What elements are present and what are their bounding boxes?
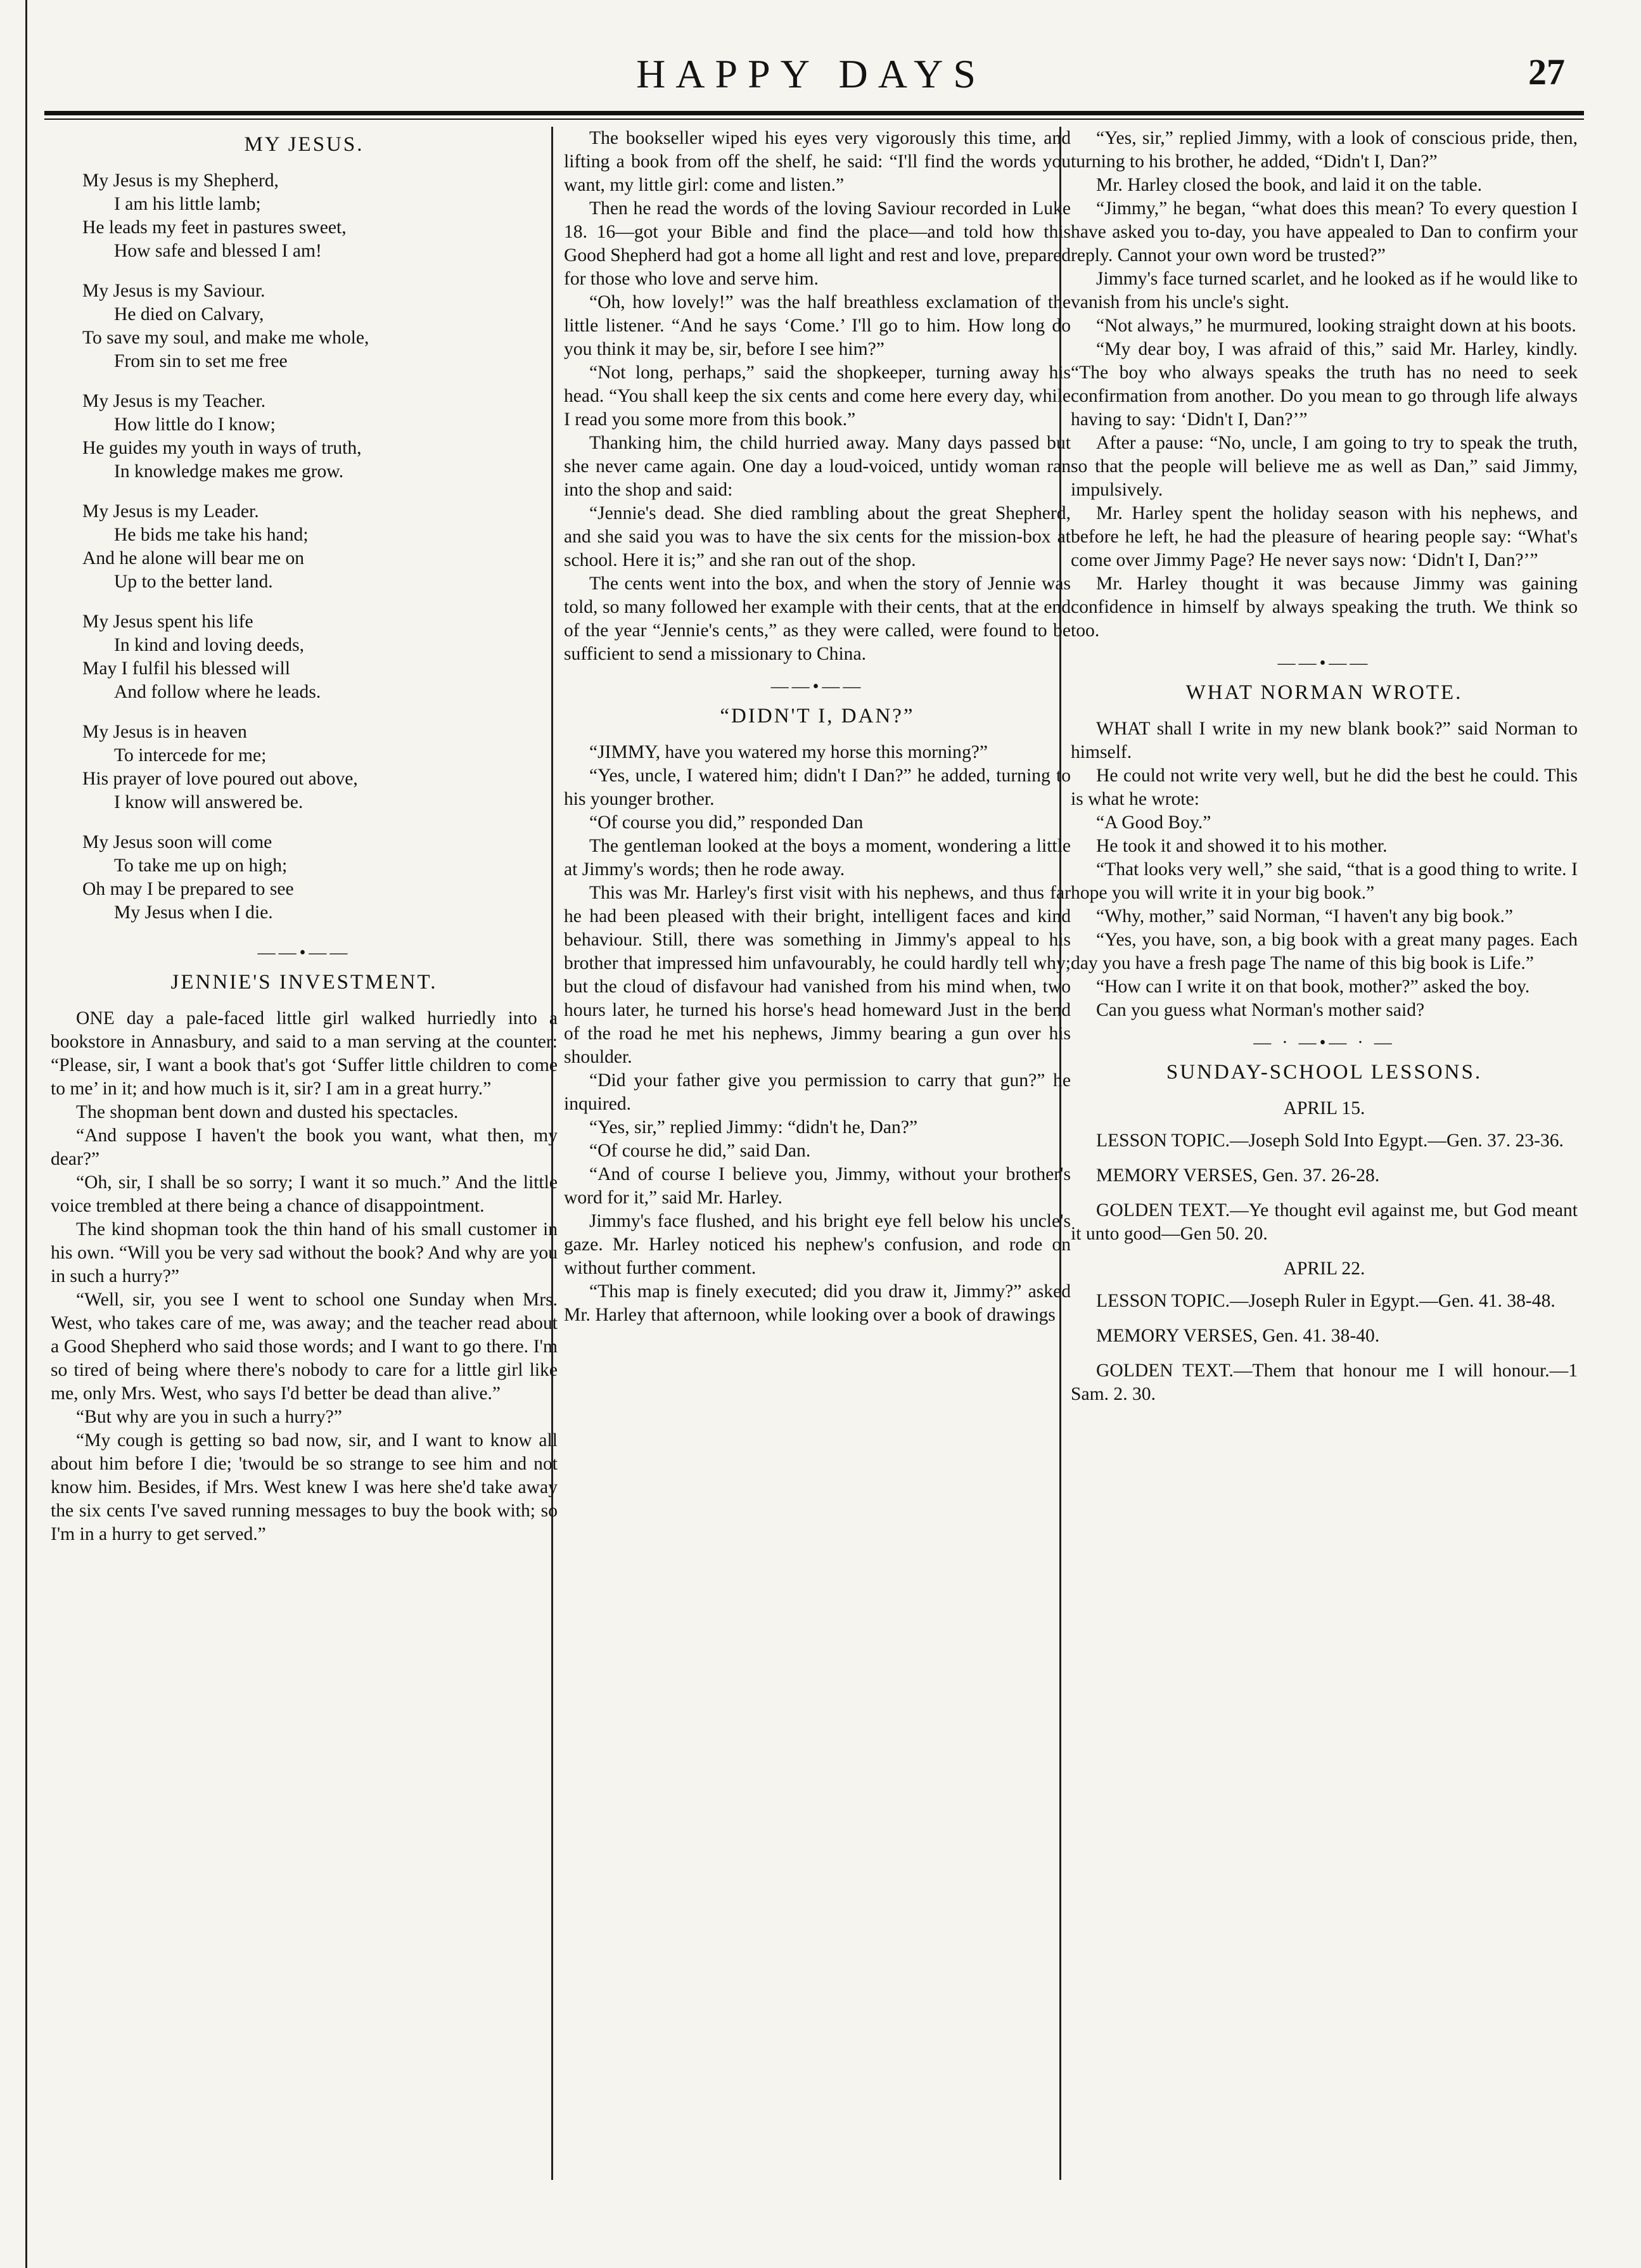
lesson-label: LESSON TOPIC. — [1096, 1291, 1230, 1311]
paragraph: Mr. Harley closed the book, and laid it on the table. — [1096, 175, 1482, 195]
lesson-text: —Joseph Ruler in Egypt.—Gen. 41. 38-48. — [1230, 1291, 1555, 1311]
header-rule — [44, 111, 1584, 115]
paragraph: The shopman bent down and dusted his spectacles. — [76, 1102, 459, 1122]
poem-line: He guides my youth in ways of truth, — [82, 438, 362, 458]
paragraph: “Jimmy,” he began, “what does this mean? To every question I have asked you to-day, you have appealed to Dan to confirm your reply. Cannot your own word be trusted?” — [1071, 198, 1578, 266]
section-divider: ——•—— — [770, 677, 864, 696]
poem-stanza — [82, 169, 558, 263]
poem-line: To take me up on high; — [114, 855, 288, 876]
lesson-entry — [1071, 1290, 1578, 1313]
paragraph: Mr. Harley thought it was because Jimmy was gaining confidence in himself by always speaking the truth. We think so too. — [1071, 573, 1578, 641]
poem-line: Up to the better land. — [114, 572, 273, 592]
header-rule-thin — [44, 119, 1584, 120]
poem-line: I am his little lamb; — [114, 194, 261, 214]
lesson-entry — [1071, 1129, 1578, 1153]
story-title-dan: “DIDN'T I, DAN?” — [720, 705, 915, 727]
paragraph: ONE day a pale-faced little girl walked hurriedly into a bookstore in Annasbury, and said to a man serving at the counter: “Please, sir, I want a book that's got ‘Suffer little children to come to me’ in it; and how much is it, sir? I am in a great hurry.” — [51, 1008, 558, 1099]
paragraph: The bookseller wiped his eyes very vigorously this time, and lifting a book from off the shelf, he said: “I'll find the words you want, my little girl: come and listen.” — [564, 128, 1071, 195]
poem-line: My Jesus is my Teacher. — [82, 391, 266, 411]
poem-line: And follow where he leads. — [114, 682, 321, 702]
lesson-date: APRIL 15. — [1283, 1098, 1365, 1118]
paragraph: Jimmy's face flushed, and his bright eye fell below his uncle's gaze. Mr. Harley noticed his nephew's confusion, and rode on without further comment. — [564, 1211, 1071, 1278]
paragraph: The gentleman looked at the boys a moment, wondering a little at Jimmy's words; then he rode away. — [564, 836, 1071, 880]
poem-line: Oh may I be prepared to see — [82, 879, 294, 899]
poem-stanza — [82, 721, 558, 814]
poem-line: My Jesus spent his life — [82, 612, 253, 632]
lesson-label: GOLDEN TEXT. — [1096, 1200, 1230, 1220]
paragraph: “And suppose I haven't the book you want, what then, my dear?” — [51, 1125, 558, 1169]
paragraph: “Yes, sir,” replied Jimmy, with a look of conscious pride, then, turning to his brother, he added, “Didn't I, Dan?” — [1071, 128, 1578, 172]
poem-stanza — [82, 610, 558, 704]
lesson-text: Gen. 41. 38-40. — [1257, 1326, 1380, 1346]
paragraph: “Did your father give you permission to carry that gun?” he inquired. — [564, 1070, 1071, 1114]
story-dan-part1 — [564, 741, 1071, 1327]
poem-line: My Jesus is my Saviour. — [82, 281, 265, 301]
paragraph: “Yes, uncle, I watered him; didn't I Dan?” he added, turning to his younger brother. — [564, 766, 1071, 809]
poem-line: And he alone will bear me on — [82, 548, 305, 568]
poem-line: From sin to set me free — [114, 351, 288, 371]
page-header — [51, 44, 1571, 114]
paragraph: He could not write very well, but he did the best he could. This is what he wrote: — [1071, 766, 1578, 809]
paragraph: The kind shopman took the thin hand of his small customer in his own. “Will you be very sad without the book? And why are you in such a hurry?” — [51, 1219, 558, 1286]
poem-line: My Jesus is my Leader. — [82, 501, 259, 522]
section-divider: ——•—— — [1277, 653, 1371, 673]
poem-line: I know will answered be. — [114, 792, 303, 812]
story-title-norman: WHAT NORMAN WROTE. — [1185, 681, 1463, 704]
sunday-school-lessons — [1071, 1097, 1578, 1406]
poem-my-jesus — [51, 169, 558, 925]
lesson-date: APRIL 22. — [1283, 1259, 1365, 1279]
paragraph: “Not always,” he murmured, looking straight down at his boots. — [1096, 316, 1576, 336]
poem-line: He leads my feet in pastures sweet, — [82, 217, 347, 238]
poem-line: May I fulfil his blessed will — [82, 658, 290, 679]
paragraph: “Yes, sir,” replied Jimmy: “didn't he, Dan?” — [589, 1117, 918, 1137]
poem-line: He bids me take his hand; — [114, 525, 309, 545]
story-norman — [1071, 717, 1578, 1022]
lesson-text: —Them that honour me I will honour.—1 Sam. 2. 30. — [1071, 1361, 1578, 1404]
paragraph: “This map is finely executed; did you draw it, Jimmy?” asked Mr. Harley that afternoon, while looking over a book of drawings — [564, 1281, 1071, 1325]
paragraph: Jimmy's face turned scarlet, and he looked as if he would like to vanish from his uncle's sight. — [1071, 269, 1578, 312]
story-dan-part2 — [1071, 127, 1578, 643]
poem-stanza — [82, 500, 558, 594]
running-head: HAPPY DAYS — [636, 51, 986, 96]
poem-line: His prayer of love poured out above, — [82, 769, 358, 789]
paragraph: “My dear boy, I was afraid of this,” said Mr. Harley, kindly. “The boy who always speaks the truth has no need to seek confirmation from another. Do you mean to go through life always having to say: ‘Didn't I, Dan?’” — [1071, 339, 1578, 430]
lesson-label: MEMORY VERSES, — [1096, 1326, 1258, 1346]
poem-line: How safe and blessed I am! — [114, 241, 322, 261]
paragraph: “Of course he did,” said Dan. — [589, 1141, 811, 1161]
paragraph: Then he read the words of the loving Saviour recorded in Luke 18. 16—got your Bible and find the place—and told how this Good Shepherd had got a home all light and rest and love, prepared for those who love and serve him. — [564, 198, 1071, 289]
paragraph: After a pause: “No, uncle, I am going to try to speak the truth, so that the people will believe me as well as Dan,” said Jimmy, impulsively. — [1071, 433, 1578, 500]
paragraph: “Jennie's dead. She died rambling about the great Shepherd, and she said you was to have the six cents for the mission-box at school. Here it is;” and she ran out of the shop. — [564, 503, 1071, 570]
poem-line: My Jesus when I die. — [114, 902, 273, 923]
paragraph: “How can I write it on that book, mother?” asked the boy. — [1096, 977, 1530, 997]
paragraph: The cents went into the box, and when the story of Jennie was told, so many followed her example with their cents, that at the end of the year “Jennie's cents,” as they were called, were found to be sufficient to send a missionary to China. — [564, 573, 1071, 664]
paragraph: Thanking him, the child hurried away. Many days passed but she never came again. One day a loud-voiced, untidy woman ran into the shop and said: — [564, 433, 1071, 500]
poem-stanza — [82, 831, 558, 925]
lessons-title: SUNDAY-SCHOOL LESSONS. — [1166, 1061, 1483, 1084]
poem-line: He died on Calvary, — [114, 304, 264, 324]
poem-line: How little do I know; — [114, 414, 276, 435]
section-divider: — · —•— · — — [1253, 1033, 1395, 1053]
paragraph: Can you guess what Norman's mother said? — [1096, 1000, 1425, 1020]
paragraph: “And of course I believe you, Jimmy, without your brother's word for it,” said Mr. Harley. — [564, 1164, 1071, 1208]
column-1 — [51, 127, 558, 1546]
paragraph: “JIMMY, have you watered my horse this morning?” — [589, 742, 988, 762]
column-2 — [564, 127, 1071, 1327]
poem-line: My Jesus is my Shepherd, — [82, 170, 279, 191]
paragraph: “That looks very well,” she said, “that is a good thing to write. I hope you will write it in your big book.” — [1071, 859, 1578, 903]
paragraph: “Oh, how lovely!” was the half breathless exclamation of the little listener. “And he says ‘Come.’ I'll go to him. How long do you think it may be, sir, before I see him?” — [564, 292, 1071, 359]
poem-line: In kind and loving deeds, — [114, 635, 304, 655]
paragraph: “But why are you in such a hurry?” — [76, 1407, 342, 1427]
paragraph: “Of course you did,” responded Dan — [589, 812, 864, 833]
lesson-text: —Ye thought evil against me, but God meant it unto good—Gen 50. 20. — [1071, 1200, 1578, 1244]
lesson-entry — [1071, 1164, 1578, 1188]
lesson-entry — [1071, 1324, 1578, 1348]
lesson-entry — [1071, 1199, 1578, 1246]
lesson-label: MEMORY VERSES, — [1096, 1165, 1258, 1186]
poem-stanza — [82, 279, 558, 373]
paragraph: “Why, mother,” said Norman, “I haven't any big book.” — [1096, 906, 1514, 926]
lesson-text: Gen. 37. 26-28. — [1257, 1165, 1380, 1186]
poem-line: To save my soul, and make me whole, — [82, 328, 369, 348]
paragraph: “My cough is getting so bad now, sir, and I want to know all about him before I die; 'twould be so strange to see him and not know him. Besides, if Mrs. West knew I was here she'd take away the six cents I've saved running messages to buy the book with; so I'm in a hurry to get served.” — [51, 1430, 558, 1544]
poem-line: To intercede for me; — [114, 745, 267, 766]
paragraph: He took it and showed it to his mother. — [1096, 836, 1388, 856]
paragraph: “Not long, perhaps,” said the shopkeeper, turning away his head. “You shall keep the six cents and come here every day, while I read you some more from this book.” — [564, 362, 1071, 430]
story-jennie-part2 — [564, 127, 1071, 666]
poem-title: MY JESUS. — [244, 133, 364, 156]
column-3 — [1071, 127, 1578, 1418]
paragraph: “A Good Boy.” — [1096, 812, 1211, 833]
section-divider: ——•—— — [257, 943, 351, 963]
lesson-entry — [1071, 1359, 1578, 1406]
paragraph: This was Mr. Harley's first visit with his nephews, and thus far he had been pleased with their bright, intelligent faces and kind behaviour. Still, there was something in Jimmy's appeal to his brother that impressed him unfavourably, he could hardly tell why; but the cloud of disfavour had vanished from his mind when, two hours later, he turned his horse's head homeward Just in the bend of the road he met his nephews, Jimmy bearing a gun over his shoulder. — [564, 883, 1071, 1067]
paragraph: “Oh, sir, I shall be so sorry; I want it so much.” And the little voice trembled at there being a chance of disappointment. — [51, 1172, 558, 1216]
poem-line: In knowledge makes me grow. — [114, 461, 344, 482]
story-jennie-part1 — [51, 1007, 558, 1546]
lesson-label: LESSON TOPIC. — [1096, 1131, 1230, 1151]
lesson-text: —Joseph Sold Into Egypt.—Gen. 37. 23-36. — [1230, 1131, 1564, 1151]
poem-stanza — [82, 390, 558, 484]
paragraph: WHAT shall I write in my new blank book?” said Norman to himself. — [1071, 719, 1578, 762]
poem-line: My Jesus is in heaven — [82, 722, 247, 742]
paragraph: “Yes, you have, son, a big book with a great many pages. Each day you have a fresh page The name of this big book is Life.” — [1071, 930, 1578, 973]
poem-line: My Jesus soon will come — [82, 832, 272, 852]
story-title-jennie: JENNIE'S INVESTMENT. — [170, 971, 438, 994]
page-edge-line — [25, 0, 27, 2268]
paragraph: “Well, sir, you see I went to school one Sunday when Mrs. West, who takes care of me, was away; and the teacher read about a Good Shepherd who said those words; and I want to go there. I'm so tired of being where there's nobody to care for a little girl like me, only Mrs. West, who says I'd better be dead than alive.” — [51, 1290, 558, 1404]
paragraph: Mr. Harley spent the holiday season with his nephews, and before he left, he had the pleasure of hearing people say: “What's come over Jimmy Page? He never says now: ‘Didn't I, Dan?’” — [1071, 503, 1578, 570]
page-number: 27 — [1528, 51, 1565, 93]
lesson-label: GOLDEN TEXT. — [1096, 1361, 1234, 1381]
